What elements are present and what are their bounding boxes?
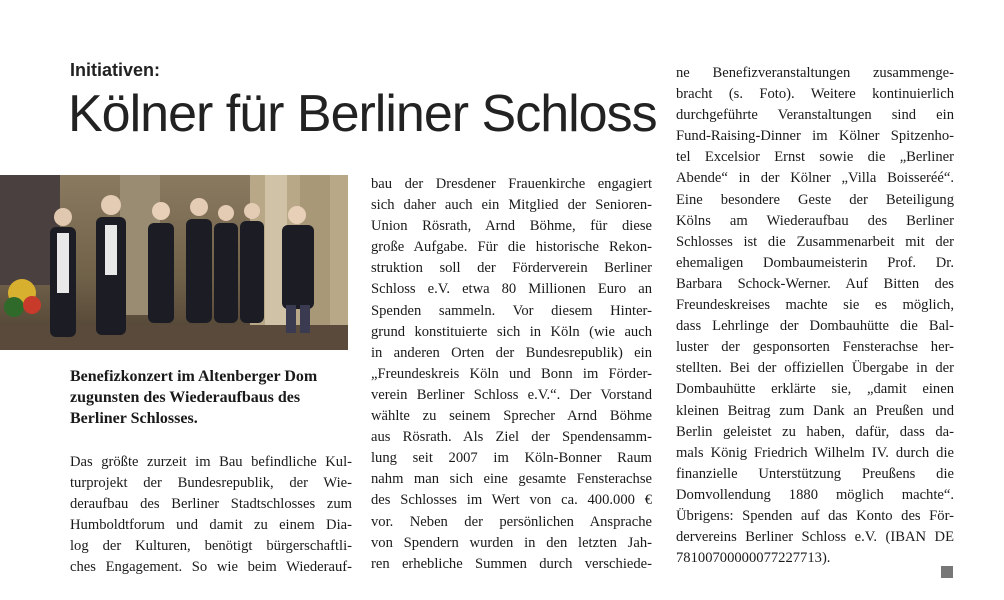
- text-line: verein Berliner Schloss e.V.“. Der Vorstand: [371, 386, 652, 403]
- text-line: Eine besondere Geste der Beteiligung: [676, 191, 954, 208]
- text-line: große Aufgabe. Für die historische Rekon-: [371, 239, 652, 256]
- text-line: Schloss e.V. etwa 80 Millionen Euro an: [371, 281, 652, 298]
- text-line: Barbara Schock-Werner. Auf Bitten des: [676, 275, 954, 292]
- text-line: mals König Friedrich Wilhelm IV. durch die: [676, 444, 954, 461]
- text-line: Berlin geleistet zu haben, dafür, dass da-: [676, 423, 954, 440]
- text-line: struktion soll der Förderverein Berliner: [371, 260, 652, 277]
- text-line: turprojekt der Bundesrepublik, der Wie-: [70, 475, 352, 492]
- text-line: 78100700000077227713).: [676, 550, 831, 567]
- text-line: Übrigens: Spenden auf das Konto des För-: [676, 507, 954, 524]
- text-line: tel Excelsior Ernst sowie die „Berliner: [676, 149, 954, 166]
- text-line: nahm man sich eine gesamte Fensterachse: [371, 471, 652, 488]
- text-line: stellten. Bei der offiziellen Übergabe in der: [676, 360, 954, 377]
- text-line: lung seit 2007 im Köln-Bonner Raum: [371, 450, 652, 467]
- text-line: finanzielle Unterstützung Preußens die: [676, 465, 954, 482]
- text-line: ne Benefizveranstaltungen zusammenge-: [676, 65, 954, 81]
- text-line: Humboldtforum und damit zu einem Dia-: [70, 517, 352, 534]
- text-line: sich daher auch ein Mitglied der Senioren-: [371, 197, 652, 214]
- end-of-article-mark: [941, 566, 953, 578]
- text-column-3: [676, 63, 954, 569]
- text-line: luster der gesponsorten Fensterachse her-: [676, 339, 954, 356]
- text-line: des Schlosses im Wert von ca. 400.000 €: [371, 492, 652, 509]
- text-line: vor. Neben der persönlichen Ansprache: [371, 513, 652, 530]
- text-line: dervereins Berliner Schloss e.V. (IBAN DE: [676, 529, 954, 546]
- text-line: Fund-Raising-Dinner im Kölner Spitzenho-: [676, 128, 954, 145]
- caption-line: zugunsten des Wiederaufbaus des: [70, 389, 301, 406]
- text-line: grund konstituierte sich in Köln (wie auch: [371, 323, 652, 340]
- text-line: aus Rösrath. Als Ziel der Spendensamm-: [371, 429, 652, 446]
- text-line: Abende“ in der Kölner „Villa Boisseréé“.: [676, 170, 954, 187]
- text-line: bracht (s. Foto). Weitere kontinuierlich: [676, 86, 954, 103]
- concert-photo: [0, 175, 348, 350]
- text-line: ches Engagement. So wie beim Wiederauf-: [70, 559, 352, 576]
- text-line: Kölns am Wiederaufbau des Berliner: [676, 212, 954, 229]
- text-line: wählte zu seinem Sprecher Arnd Böhme: [371, 408, 652, 425]
- text-line: Schlosses ist die Zusammenarbeit mit der: [676, 233, 954, 250]
- concert-photo-illustration: [0, 175, 348, 350]
- text-column-2: [371, 174, 652, 575]
- section-kicker: Initiativen:: [70, 60, 161, 80]
- text-line: bau der Dresdener Frauenkirche engagiert: [371, 176, 652, 192]
- text-line: log der Kulturen, benötigt bürgerschaftli-: [70, 538, 352, 555]
- text-line: Dombauhütte erklärte sie, „damit einen: [676, 381, 954, 398]
- text-line: Das größte zurzeit im Bau befindliche Kul-: [70, 454, 352, 470]
- text-line: Domvollendung 1880 möglich machte“.: [676, 486, 954, 503]
- photo-caption: [70, 366, 360, 429]
- text-line: dass Lehrlinge der Dombauhütte die Bal-: [676, 318, 954, 335]
- caption-line: Berliner Schlosses.: [70, 410, 198, 427]
- text-line: Freundeskreises machte sie es möglich,: [676, 297, 954, 314]
- text-line: von Spendern wurden in den letzten Jah-: [371, 534, 652, 551]
- text-column-1: [70, 452, 352, 579]
- text-line: Union Rösrath, Arnd Böhme, für diese: [371, 218, 652, 235]
- text-line: ren erhebliche Summen durch verschiede-: [371, 555, 652, 572]
- text-line: in anderen Orten der Bundesrepublik) ein: [371, 344, 652, 361]
- text-line: ehemaligen Dombaumeisterin Prof. Dr.: [676, 254, 954, 271]
- article-headline: Kölner für Berliner Schloss: [68, 85, 657, 143]
- text-line: deraufbau des Berliner Stadtschlosses zum: [70, 496, 352, 513]
- text-line: Spenden sammeln. Vor diesem Hinter-: [371, 302, 652, 319]
- text-line: kleinen Beitrag zum Dank an Preußen und: [676, 402, 954, 419]
- text-line: durchgeführte Veranstaltungen sind ein: [676, 107, 954, 124]
- text-line: „Freundeskreis Köln und Bonn im Förder-: [371, 365, 652, 382]
- caption-line: Benefizkonzert im Altenberger Dom: [70, 368, 318, 385]
